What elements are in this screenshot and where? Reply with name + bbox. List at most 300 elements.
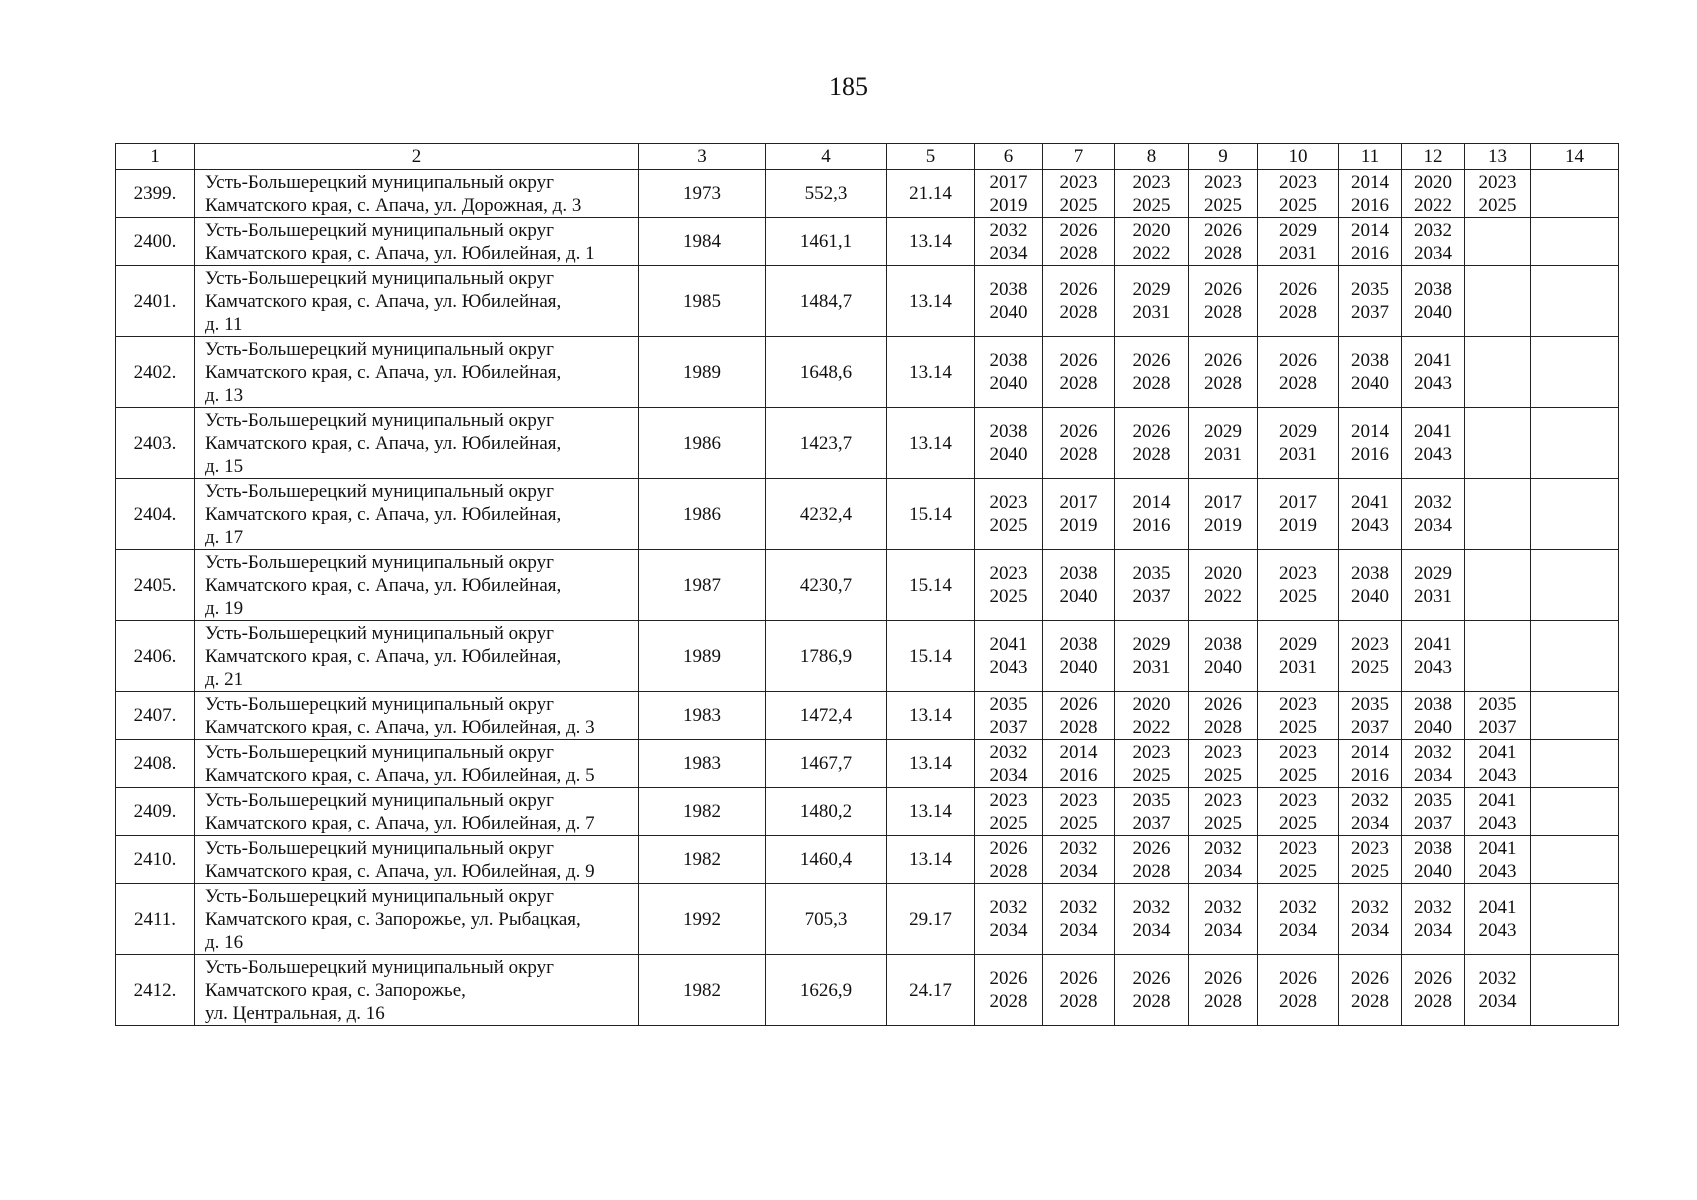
building-code: 15.14 bbox=[887, 479, 975, 550]
address-line: Усть-Большерецкий муниципальный округ bbox=[205, 268, 554, 289]
period-end-year: 2034 bbox=[1132, 920, 1171, 941]
period-cell bbox=[1115, 836, 1189, 884]
period-cell bbox=[1043, 836, 1115, 884]
period-start-year: 2014 bbox=[1351, 421, 1389, 442]
column-header-2: 2 bbox=[195, 144, 639, 170]
period-cell bbox=[1189, 884, 1258, 955]
period-cell bbox=[1043, 740, 1115, 788]
period-cell bbox=[1402, 788, 1465, 836]
period-cell bbox=[975, 955, 1043, 1026]
period-end-year: 2040 bbox=[1204, 657, 1242, 678]
address-line: Усть-Большерецкий муниципальный округ bbox=[205, 790, 554, 811]
address-line: Усть-Большерецкий муниципальный округ bbox=[205, 220, 554, 241]
period-start-year: 2017 bbox=[1279, 492, 1317, 513]
period-start-year: 2038 bbox=[1059, 634, 1098, 655]
period-start-year: 2026 bbox=[1059, 219, 1098, 241]
period-end-year: 2016 bbox=[1351, 194, 1389, 216]
address-cell bbox=[195, 170, 639, 218]
period-end-year: 2034 bbox=[1414, 242, 1452, 264]
period-start-year: 2041 bbox=[1351, 492, 1389, 513]
period-cell bbox=[1531, 884, 1619, 955]
period-end-year: 2025 bbox=[1059, 812, 1098, 834]
total-area: 1484,7 bbox=[766, 266, 887, 337]
address-cell bbox=[195, 692, 639, 740]
period-end-year: 2025 bbox=[989, 586, 1028, 607]
period-end-year: 2037 bbox=[989, 716, 1028, 738]
period-start-year: 2032 bbox=[1351, 897, 1389, 918]
period-cell bbox=[1531, 266, 1619, 337]
period-cell bbox=[1258, 788, 1339, 836]
period-cell bbox=[1115, 266, 1189, 337]
period-cell bbox=[1531, 550, 1619, 621]
period-cell bbox=[1402, 266, 1465, 337]
period-end-year: 2016 bbox=[1351, 764, 1389, 786]
period-cell bbox=[1189, 788, 1258, 836]
period-end-year: 2040 bbox=[989, 373, 1028, 394]
period-start-year: 2038 bbox=[1059, 563, 1098, 584]
construction-year: 1989 bbox=[639, 621, 766, 692]
table-row bbox=[116, 740, 1619, 788]
period-cell bbox=[1258, 692, 1339, 740]
address-line: Усть-Большерецкий муниципальный округ bbox=[205, 410, 554, 431]
period-cell bbox=[1339, 266, 1402, 337]
period-end-year: 2019 bbox=[989, 194, 1028, 216]
period-start-year: 2023 bbox=[1132, 171, 1171, 193]
period-end-year: 2028 bbox=[1059, 716, 1098, 738]
address-line: Усть-Большерецкий муниципальный округ bbox=[205, 552, 554, 573]
period-end-year: 2019 bbox=[1059, 515, 1098, 536]
period-start-year: 2029 bbox=[1279, 421, 1317, 442]
period-start-year: 2026 bbox=[1059, 968, 1098, 989]
period-start-year: 2029 bbox=[1132, 279, 1171, 300]
period-start-year: 2038 bbox=[989, 279, 1028, 300]
period-end-year: 2019 bbox=[1279, 515, 1317, 536]
address-line: д. 19 bbox=[205, 598, 244, 619]
period-start-year: 2020 bbox=[1132, 219, 1171, 241]
period-start-year: 2023 bbox=[989, 563, 1028, 584]
period-end-year: 2028 bbox=[1132, 991, 1171, 1012]
period-end-year: 2037 bbox=[1132, 812, 1171, 834]
period-start-year: 2032 bbox=[1414, 741, 1452, 763]
period-end-year: 2034 bbox=[989, 764, 1028, 786]
construction-year: 1982 bbox=[639, 788, 766, 836]
period-cell bbox=[975, 740, 1043, 788]
period-start-year: 2038 bbox=[1351, 563, 1389, 584]
period-end-year: 2028 bbox=[1059, 242, 1098, 264]
period-start-year: 2029 bbox=[1414, 563, 1452, 584]
period-cell bbox=[1258, 266, 1339, 337]
period-cell bbox=[1189, 550, 1258, 621]
construction-year: 1986 bbox=[639, 408, 766, 479]
period-start-year: 2026 bbox=[1059, 421, 1098, 442]
row-number: 2410. bbox=[116, 836, 195, 884]
period-cell bbox=[1339, 692, 1402, 740]
period-start-year: 2038 bbox=[1414, 279, 1452, 300]
period-end-year: 2025 bbox=[1279, 860, 1317, 882]
period-end-year: 2025 bbox=[1279, 812, 1317, 834]
address-line: Камчатского края, с. Апача, ул. Юбилейная, bbox=[205, 291, 562, 312]
period-end-year: 2031 bbox=[1414, 586, 1452, 607]
period-cell bbox=[1402, 955, 1465, 1026]
total-area: 552,3 bbox=[766, 170, 887, 218]
period-end-year: 2016 bbox=[1351, 242, 1389, 264]
period-cell bbox=[1339, 479, 1402, 550]
period-start-year: 2032 bbox=[1279, 897, 1317, 918]
period-end-year: 2034 bbox=[1204, 860, 1242, 882]
address-line: Камчатского края, с. Апача, ул. Юбилейная, д. 5 bbox=[205, 765, 595, 786]
period-start-year: 2026 bbox=[1279, 968, 1317, 989]
period-start-year: 2026 bbox=[1059, 693, 1098, 715]
period-start-year: 2032 bbox=[1204, 837, 1242, 859]
construction-year: 1982 bbox=[639, 955, 766, 1026]
address-line: Усть-Большерецкий муниципальный округ bbox=[205, 623, 554, 644]
table-row bbox=[116, 479, 1619, 550]
construction-year: 1983 bbox=[639, 692, 766, 740]
building-code: 24.17 bbox=[887, 955, 975, 1026]
period-cell bbox=[1531, 788, 1619, 836]
period-start-year: 2026 bbox=[1204, 968, 1242, 989]
period-end-year: 2028 bbox=[1204, 991, 1242, 1012]
period-start-year: 2038 bbox=[989, 350, 1028, 371]
period-cell bbox=[1115, 170, 1189, 218]
building-code: 13.14 bbox=[887, 836, 975, 884]
address-line: Камчатского края, с. Апача, ул. Юбилейная, bbox=[205, 575, 562, 596]
period-start-year: 2041 bbox=[1478, 897, 1517, 918]
address-line: Усть-Большерецкий муниципальный округ bbox=[205, 957, 554, 978]
period-end-year: 2043 bbox=[1478, 812, 1517, 834]
period-start-year: 2026 bbox=[1204, 350, 1242, 371]
period-end-year: 2025 bbox=[1204, 194, 1242, 216]
table-row bbox=[116, 408, 1619, 479]
period-cell bbox=[1258, 621, 1339, 692]
period-start-year: 2029 bbox=[1204, 421, 1242, 442]
period-start-year: 2026 bbox=[1414, 968, 1452, 989]
period-cell bbox=[1115, 955, 1189, 1026]
period-start-year: 2017 bbox=[989, 171, 1028, 193]
period-end-year: 2022 bbox=[1132, 716, 1171, 738]
building-code: 21.14 bbox=[887, 170, 975, 218]
period-start-year: 2035 bbox=[1478, 693, 1517, 715]
period-start-year: 2023 bbox=[989, 789, 1028, 811]
period-end-year: 2028 bbox=[1059, 373, 1098, 394]
period-cell bbox=[1339, 884, 1402, 955]
address-line: Усть-Большерецкий муниципальный округ bbox=[205, 694, 554, 715]
row-number: 2401. bbox=[116, 266, 195, 337]
period-start-year: 2035 bbox=[1132, 563, 1171, 584]
period-cell bbox=[1402, 479, 1465, 550]
housing-register-table bbox=[115, 143, 1619, 1026]
construction-year: 1989 bbox=[639, 337, 766, 408]
period-cell bbox=[1465, 337, 1531, 408]
period-end-year: 2040 bbox=[1351, 586, 1389, 607]
period-cell bbox=[1189, 955, 1258, 1026]
period-end-year: 2025 bbox=[1279, 194, 1317, 216]
period-end-year: 2022 bbox=[1204, 586, 1242, 607]
period-end-year: 2022 bbox=[1414, 194, 1452, 216]
period-cell bbox=[1465, 692, 1531, 740]
address-line: Камчатского края, с. Апача, ул. Юбилейная, bbox=[205, 646, 562, 667]
period-start-year: 2014 bbox=[1351, 171, 1389, 193]
period-cell bbox=[1339, 836, 1402, 884]
period-end-year: 2016 bbox=[1351, 444, 1389, 465]
period-start-year: 2032 bbox=[1414, 492, 1452, 513]
period-cell bbox=[1258, 218, 1339, 266]
period-end-year: 2025 bbox=[989, 515, 1028, 536]
period-start-year: 2041 bbox=[1478, 741, 1517, 763]
address-line: Усть-Большерецкий муниципальный округ bbox=[205, 886, 554, 907]
row-number: 2402. bbox=[116, 337, 195, 408]
address-line: Усть-Большерецкий муниципальный округ bbox=[205, 742, 554, 763]
total-area: 4230,7 bbox=[766, 550, 887, 621]
address-line: д. 21 bbox=[205, 669, 244, 690]
address-line: Камчатского края, с. Апача, ул. Юбилейная, д. 1 bbox=[205, 243, 595, 264]
total-area: 1460,4 bbox=[766, 836, 887, 884]
period-cell bbox=[1465, 836, 1531, 884]
period-start-year: 2041 bbox=[989, 634, 1028, 655]
building-code: 13.14 bbox=[887, 266, 975, 337]
period-start-year: 2032 bbox=[989, 897, 1028, 918]
period-end-year: 2025 bbox=[1204, 812, 1242, 834]
period-cell bbox=[1402, 692, 1465, 740]
period-end-year: 2040 bbox=[1059, 657, 1098, 678]
period-end-year: 2034 bbox=[1414, 920, 1452, 941]
column-number-row bbox=[116, 144, 1619, 170]
total-area: 1480,2 bbox=[766, 788, 887, 836]
row-number: 2405. bbox=[116, 550, 195, 621]
period-start-year: 2023 bbox=[1204, 171, 1242, 193]
period-end-year: 2025 bbox=[1279, 586, 1317, 607]
period-start-year: 2041 bbox=[1478, 837, 1517, 859]
period-cell bbox=[1402, 836, 1465, 884]
period-end-year: 2022 bbox=[1132, 242, 1171, 264]
period-start-year: 2032 bbox=[1414, 219, 1452, 241]
address-cell bbox=[195, 266, 639, 337]
period-cell bbox=[1258, 479, 1339, 550]
period-cell bbox=[1339, 408, 1402, 479]
period-end-year: 2034 bbox=[989, 242, 1028, 264]
period-end-year: 2025 bbox=[1204, 764, 1242, 786]
period-start-year: 2026 bbox=[1204, 693, 1242, 715]
period-start-year: 2032 bbox=[1414, 897, 1452, 918]
period-end-year: 2043 bbox=[1351, 515, 1389, 536]
construction-year: 1986 bbox=[639, 479, 766, 550]
period-cell bbox=[1531, 692, 1619, 740]
column-header-11: 11 bbox=[1339, 144, 1402, 170]
row-number: 2408. bbox=[116, 740, 195, 788]
address-cell bbox=[195, 836, 639, 884]
period-cell bbox=[1115, 550, 1189, 621]
period-cell bbox=[1465, 170, 1531, 218]
period-end-year: 2043 bbox=[1414, 373, 1452, 394]
period-cell bbox=[1402, 621, 1465, 692]
period-end-year: 2028 bbox=[1132, 860, 1171, 882]
period-start-year: 2032 bbox=[1478, 968, 1517, 989]
period-end-year: 2025 bbox=[1478, 194, 1517, 216]
address-line: д. 11 bbox=[205, 314, 243, 335]
period-start-year: 2041 bbox=[1478, 789, 1517, 811]
period-cell bbox=[1402, 218, 1465, 266]
period-end-year: 2043 bbox=[1478, 860, 1517, 882]
period-cell bbox=[1043, 218, 1115, 266]
address-cell bbox=[195, 479, 639, 550]
period-cell bbox=[1115, 884, 1189, 955]
period-end-year: 2025 bbox=[1059, 194, 1098, 216]
building-code: 13.14 bbox=[887, 740, 975, 788]
column-header-10: 10 bbox=[1258, 144, 1339, 170]
period-cell bbox=[1043, 692, 1115, 740]
period-start-year: 2023 bbox=[1279, 789, 1317, 811]
total-area: 4232,4 bbox=[766, 479, 887, 550]
address-line: ул. Центральная, д. 16 bbox=[205, 1003, 385, 1024]
address-line: Усть-Большерецкий муниципальный округ bbox=[205, 838, 554, 859]
address-cell bbox=[195, 550, 639, 621]
table-row bbox=[116, 621, 1619, 692]
period-cell bbox=[1402, 550, 1465, 621]
period-cell bbox=[1189, 218, 1258, 266]
period-end-year: 2028 bbox=[1204, 302, 1242, 323]
period-start-year: 2026 bbox=[1132, 837, 1171, 859]
period-end-year: 2028 bbox=[1414, 991, 1452, 1012]
period-end-year: 2043 bbox=[1478, 764, 1517, 786]
period-cell bbox=[1402, 337, 1465, 408]
address-cell bbox=[195, 218, 639, 266]
period-start-year: 2014 bbox=[1351, 741, 1389, 763]
period-cell bbox=[1115, 408, 1189, 479]
period-start-year: 2017 bbox=[1204, 492, 1242, 513]
period-cell bbox=[1043, 955, 1115, 1026]
address-line: Камчатского края, с. Апача, ул. Юбилейная, д. 9 bbox=[205, 861, 595, 882]
period-start-year: 2026 bbox=[1059, 350, 1098, 371]
period-start-year: 2035 bbox=[1351, 693, 1389, 715]
column-header-1: 1 bbox=[116, 144, 195, 170]
period-end-year: 2043 bbox=[989, 657, 1028, 678]
period-cell bbox=[1258, 408, 1339, 479]
period-start-year: 2023 bbox=[1059, 789, 1098, 811]
address-line: д. 17 bbox=[205, 527, 244, 548]
period-start-year: 2023 bbox=[989, 492, 1028, 513]
period-cell bbox=[1043, 337, 1115, 408]
total-area: 1472,4 bbox=[766, 692, 887, 740]
period-start-year: 2038 bbox=[1204, 634, 1242, 655]
period-start-year: 2026 bbox=[1132, 350, 1171, 371]
period-start-year: 2023 bbox=[1204, 789, 1242, 811]
period-cell bbox=[1339, 218, 1402, 266]
period-end-year: 2028 bbox=[1204, 373, 1242, 394]
period-cell bbox=[1258, 884, 1339, 955]
period-end-year: 2028 bbox=[989, 991, 1028, 1012]
period-end-year: 2031 bbox=[1132, 302, 1171, 323]
period-start-year: 2023 bbox=[1204, 741, 1242, 763]
period-cell bbox=[1258, 170, 1339, 218]
period-end-year: 2034 bbox=[1059, 860, 1098, 882]
address-cell bbox=[195, 884, 639, 955]
period-end-year: 2037 bbox=[1132, 586, 1171, 607]
period-cell bbox=[975, 266, 1043, 337]
period-start-year: 2032 bbox=[989, 219, 1028, 241]
period-end-year: 2028 bbox=[1279, 991, 1317, 1012]
period-start-year: 2023 bbox=[1279, 171, 1317, 193]
period-cell bbox=[1531, 170, 1619, 218]
period-start-year: 2038 bbox=[1351, 350, 1389, 371]
period-cell bbox=[1258, 337, 1339, 408]
period-end-year: 2025 bbox=[1132, 194, 1171, 216]
address-line: Камчатского края, с. Апача, ул. Юбилейная, д. 3 bbox=[205, 717, 595, 738]
period-start-year: 2041 bbox=[1414, 421, 1452, 442]
period-start-year: 2032 bbox=[1351, 789, 1389, 811]
period-end-year: 2028 bbox=[1351, 991, 1389, 1012]
period-start-year: 2041 bbox=[1414, 350, 1452, 371]
row-number: 2400. bbox=[116, 218, 195, 266]
period-start-year: 2020 bbox=[1414, 171, 1452, 193]
period-cell bbox=[1339, 337, 1402, 408]
period-end-year: 2040 bbox=[1351, 373, 1389, 394]
period-cell bbox=[1531, 337, 1619, 408]
period-end-year: 2040 bbox=[1414, 716, 1452, 738]
period-start-year: 2023 bbox=[1279, 693, 1317, 715]
period-end-year: 2034 bbox=[989, 920, 1028, 941]
column-header-7: 7 bbox=[1043, 144, 1115, 170]
period-end-year: 2031 bbox=[1204, 444, 1242, 465]
total-area: 1423,7 bbox=[766, 408, 887, 479]
period-cell bbox=[1465, 408, 1531, 479]
table-row bbox=[116, 218, 1619, 266]
address-line: Камчатского края, с. Апача, ул. Юбилейная, д. 7 bbox=[205, 813, 595, 834]
period-cell bbox=[1531, 479, 1619, 550]
period-start-year: 2035 bbox=[1351, 279, 1389, 300]
column-header-12: 12 bbox=[1402, 144, 1465, 170]
column-header-6: 6 bbox=[975, 144, 1043, 170]
row-number: 2407. bbox=[116, 692, 195, 740]
period-end-year: 2034 bbox=[1351, 812, 1389, 834]
period-cell bbox=[1339, 740, 1402, 788]
period-start-year: 2038 bbox=[1414, 837, 1452, 859]
period-start-year: 2023 bbox=[1351, 634, 1389, 655]
period-cell bbox=[1189, 266, 1258, 337]
period-start-year: 2041 bbox=[1414, 634, 1452, 655]
period-end-year: 2028 bbox=[989, 860, 1028, 882]
total-area: 1467,7 bbox=[766, 740, 887, 788]
period-cell bbox=[1043, 170, 1115, 218]
period-cell bbox=[1115, 479, 1189, 550]
period-start-year: 2026 bbox=[989, 968, 1028, 989]
period-cell bbox=[1402, 740, 1465, 788]
period-cell bbox=[1402, 884, 1465, 955]
table-row bbox=[116, 170, 1619, 218]
period-start-year: 2038 bbox=[989, 421, 1028, 442]
period-start-year: 2032 bbox=[1204, 897, 1242, 918]
address-line: д. 15 bbox=[205, 456, 244, 477]
period-cell bbox=[1043, 788, 1115, 836]
period-cell bbox=[1531, 408, 1619, 479]
period-start-year: 2026 bbox=[989, 837, 1028, 859]
building-code: 13.14 bbox=[887, 337, 975, 408]
period-cell bbox=[1043, 479, 1115, 550]
period-cell bbox=[1465, 884, 1531, 955]
construction-year: 1973 bbox=[639, 170, 766, 218]
period-start-year: 2023 bbox=[1132, 741, 1171, 763]
period-start-year: 2032 bbox=[1132, 897, 1171, 918]
period-cell bbox=[1339, 550, 1402, 621]
period-end-year: 2025 bbox=[989, 812, 1028, 834]
period-start-year: 2032 bbox=[1059, 897, 1098, 918]
period-cell bbox=[1531, 836, 1619, 884]
period-end-year: 2016 bbox=[1132, 515, 1171, 536]
period-start-year: 2026 bbox=[1132, 968, 1171, 989]
period-cell bbox=[975, 621, 1043, 692]
period-cell bbox=[975, 836, 1043, 884]
period-start-year: 2026 bbox=[1351, 968, 1389, 989]
period-cell bbox=[1465, 788, 1531, 836]
